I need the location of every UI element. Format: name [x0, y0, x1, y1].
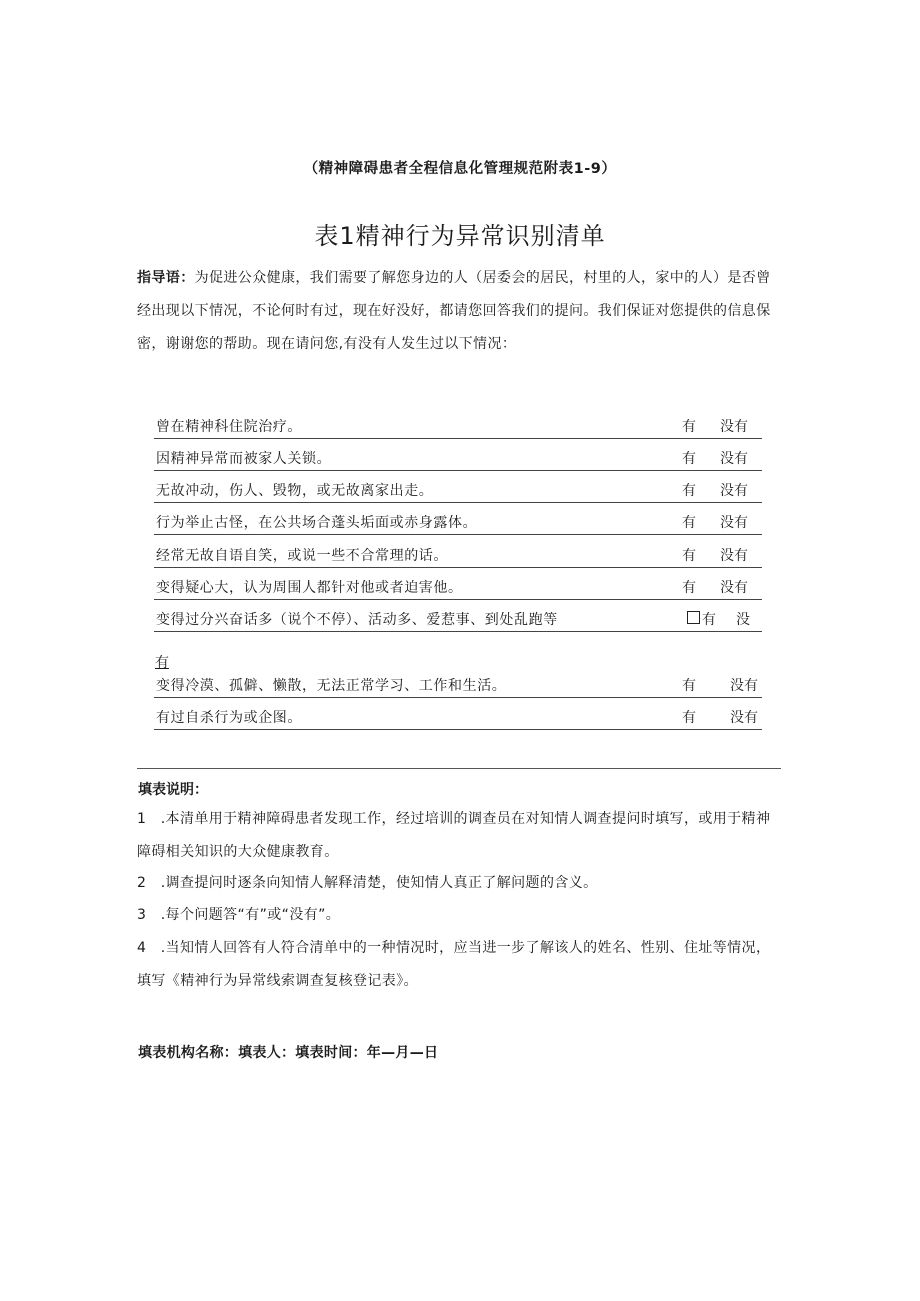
page-title: 表1精神行为异常识别清单: [314, 222, 606, 250]
section-divider: [137, 768, 781, 769]
answer-no-option-wrapped[interactable]: 有: [155, 655, 169, 671]
intro-paragraph: [137, 262, 777, 361]
answer-yes-option[interactable]: 有: [682, 710, 696, 726]
checklist-question: 变得过分兴奋话多（说个不停）、活动多、爱惹事、到处乱跑等: [156, 612, 558, 628]
checkbox[interactable]: [687, 611, 700, 624]
checklist-row: [154, 543, 762, 568]
intro-text: 为促进公众健康，我们需要了解您身边的人（居委会的居民，村里的人，家中的人）是否曾经出现以下情况，不论何时有过，现在好没好，都请您回答我们的提问。我们保证对您提供的信息保密，谢谢您的帮助。现在请问您,有没有人发生过以下情况：: [137, 270, 771, 352]
answer-yes-option[interactable]: 有: [682, 515, 696, 531]
answer-no-option[interactable]: 没有: [730, 710, 758, 726]
checklist-question: 有过自杀行为或企图。: [156, 710, 302, 726]
checklist-row: [154, 446, 762, 471]
checklist-row: [154, 575, 762, 600]
answer-no-option[interactable]: 没有: [720, 515, 748, 531]
checklist-question: 经常无故自语自笑，或说一些不合常理的话。: [156, 548, 448, 564]
answer-yes-option[interactable]: 有: [682, 419, 696, 435]
checklist-row: [154, 607, 762, 632]
answer-yes-option[interactable]: 有: [682, 678, 696, 694]
answer-yes-option[interactable]: 有: [682, 580, 696, 596]
form-footer: 填表机构名称：填表人：填表时间：年—月—日: [138, 1045, 439, 1061]
answer-yes-option[interactable]: 有: [682, 483, 696, 499]
note-item: 4 .当知情人回答有人符合清单中的一种情况时，应当进一步了解该人的姓名、性别、住址等情况，填写《精神行为异常线索调查复核登记表》。: [137, 940, 771, 989]
answer-yes-option[interactable]: 有: [702, 612, 716, 628]
checklist-question: 无故冲动，伤人、毁物，或无故离家出走。: [156, 483, 434, 499]
checklist-row: [154, 414, 762, 439]
note-item: 1 .本清单用于精神障碍患者发现工作，经过培训的调查员在对知情人调查提问时填写，或用于精神障碍相关知识的大众健康教育。: [137, 811, 771, 860]
answer-yes-option[interactable]: 有: [682, 451, 696, 467]
note-item: 3 .每个问题答“有”或“没有”。: [137, 907, 341, 923]
answer-no-option[interactable]: 没有: [720, 451, 748, 467]
note-item: 2 .调查提问时逐条向知情人解释清楚，使知情人真正了解问题的含义。: [137, 875, 598, 891]
answer-no-option[interactable]: 没: [736, 612, 750, 628]
answer-no-option[interactable]: 没有: [720, 419, 748, 435]
answer-no-option[interactable]: 没有: [720, 483, 748, 499]
intro-label: 指导语：: [137, 270, 195, 286]
answer-no-option[interactable]: 没有: [720, 580, 748, 596]
appendix-caption: （精神障碍患者全程信息化管理规范附表1-9）: [303, 161, 617, 177]
checklist-question: 曾在精神科住院治疗。: [156, 419, 302, 435]
checklist-question: 变得疑心大，认为周围人都针对他或者迫害他。: [156, 580, 463, 596]
answer-no-option[interactable]: 没有: [720, 548, 748, 564]
checklist-row: [154, 510, 762, 535]
checklist-row: [154, 705, 762, 730]
checklist-question: 行为举止古怪，在公共场合蓬头垢面或赤身露体。: [156, 515, 478, 531]
checklist-question: 因精神异常而被家人关锁。: [156, 451, 332, 467]
checklist-row: [154, 478, 762, 503]
checklist-question: 变得冷漠、孤僻、懒散，无法正常学习、工作和生活。: [156, 678, 507, 694]
answer-yes-option[interactable]: 有: [682, 548, 696, 564]
notes-heading: 填表说明：: [138, 782, 208, 798]
checklist-row: [154, 673, 762, 698]
answer-no-option[interactable]: 没有: [730, 678, 758, 694]
